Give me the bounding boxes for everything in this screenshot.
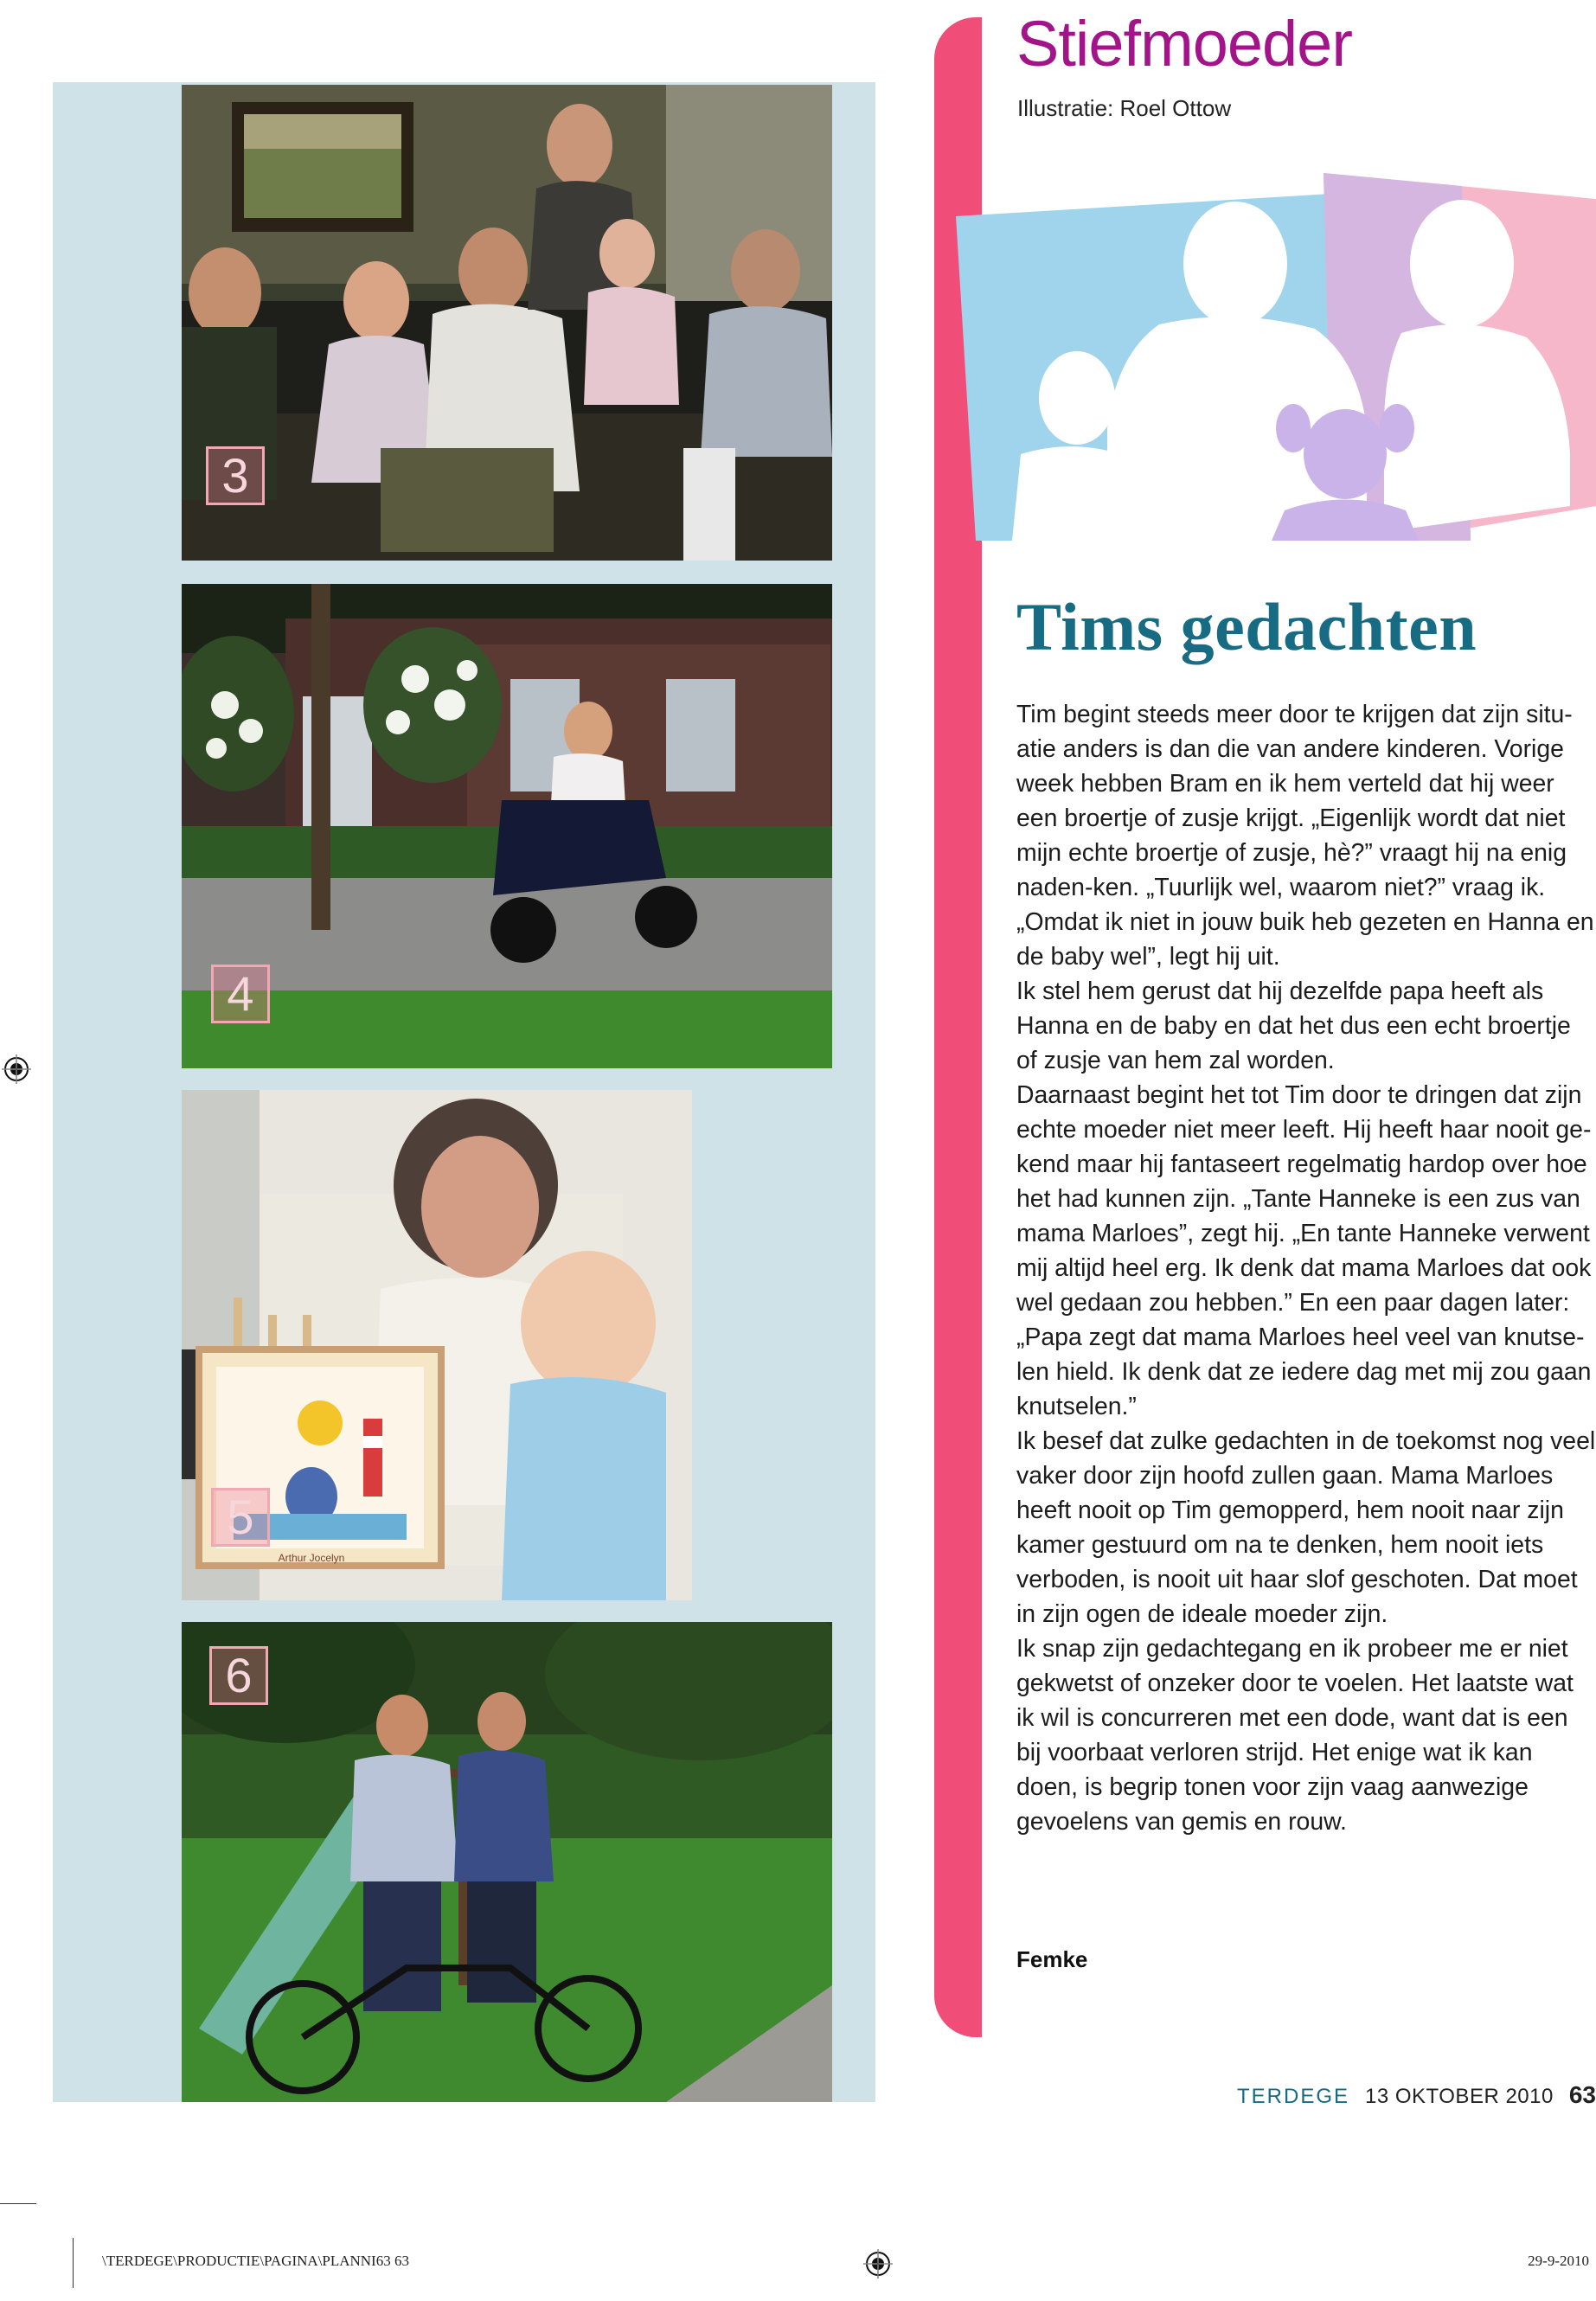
family-silhouette-illustration-icon [952,169,1596,541]
article-paragraph-4: Ik besef dat zulke gedachten in de toekomst nog veel vaker door zijn hoofd zullen gaan. Mama Marloes heeft nooit op Tim gemopperd, hem nooit naar zijn kamer gestuurd om na te denken, hem nooit iets verboden, is nooit uit haar slof geschoten. Dat moet in zijn ogen de ideale moeder zijn. [1016,1427,1596,1628]
crop-mark-vertical [73,2238,74,2288]
registration-mark-icon [863,2249,893,2279]
article-paragraph-1: Tim begint steeds meer door te krijgen dat zijn situ-atie anders is dan die van andere kinderen. Vorige week hebben Bram en ik hem verteld dat hij weer een broertje of zusje krijgt. „Eigenlijk wordt dat niet mijn echte broertje of zusje, hè?” vraagt hij na enig naden-ken. „Tuurlijk wel, waarom niet?” vraag ik. „Omdat ik niet in jouw buik heb gezeten en Hanna en de baby wel”, legt hij uit. [1016,701,1594,971]
article-body [1016,697,1596,1839]
photo-number-5: 5 [211,1488,270,1547]
photo-number-3: 3 [206,446,265,505]
stitch-sign-text: Arthur Jocelyn [278,1552,345,1564]
illustration-credit: Illustratie: Roel Ottow [1017,95,1232,121]
article-paragraph-2: Ik stel hem gerust dat hij dezelfde papa heeft als Hanna en de baby en dat het dus een echt broertje of zusje van hem zal worden. [1016,977,1571,1074]
family-group-photo [182,85,832,561]
photo-number-6: 6 [209,1646,268,1705]
article-paragraph-5: Ik snap zijn gedachtegang en ik probeer me er niet gekwetst of onzeker door te voelen. Het laatste wat ik wil is concurreren met een dode, want dat is een bij voorbaat verloren strijd. Het enige wat ik kan doen, is begrip tonen voor zijn vaag aanwezige gevoelens van gemis en rouw. [1016,1635,1574,1836]
men-on-tandem-bicycle-photo [182,1622,832,2102]
footer-date: 13 OKTOBER 2010 [1365,2085,1554,2108]
footer-page-number: 63 [1568,2081,1596,2108]
grandmother-with-baby-photo [182,1090,692,1600]
footer-magazine: TERDEGE [1236,2085,1349,2108]
woman-on-scooter-photo [182,584,832,1068]
photo-number-4: 4 [211,965,270,1023]
print-slug-date: 29-9-2010 [1528,2253,1589,2269]
article-title: Tims gedachten [1016,589,1477,664]
article-paragraph-3: Daarnaast begint het tot Tim door te dringen dat zijn echte moeder niet meer leeft. Hij heeft haar nooit ge-kend maar hij fantaseert regelmatig hardop over hoe het had kunnen zijn. „Tante Hanneke is een zus van mama Marloes”, zegt hij. „En tante Hanneke verwent mij altijd heel erg. Ik denk dat mama Marloes dat ook wel gedaan zou hebben.” En een paar dagen later: „Papa zegt dat mama Marloes heel veel van knutse-len hield. Ik denk dat ze iedere dag met mij zou gaan knutselen.” [1016,1081,1592,1420]
article-author: Femke [1016,1946,1088,1972]
print-slug-path: \TERDEGE\PRODUCTIE\PAGINA\PLANNI63 63 [102,2253,409,2269]
section-title: Stiefmoeder [1016,8,1352,80]
page-footer [1237,2081,1596,2109]
crop-mark-horizontal [0,2203,36,2204]
registration-mark-icon [2,1054,31,1084]
